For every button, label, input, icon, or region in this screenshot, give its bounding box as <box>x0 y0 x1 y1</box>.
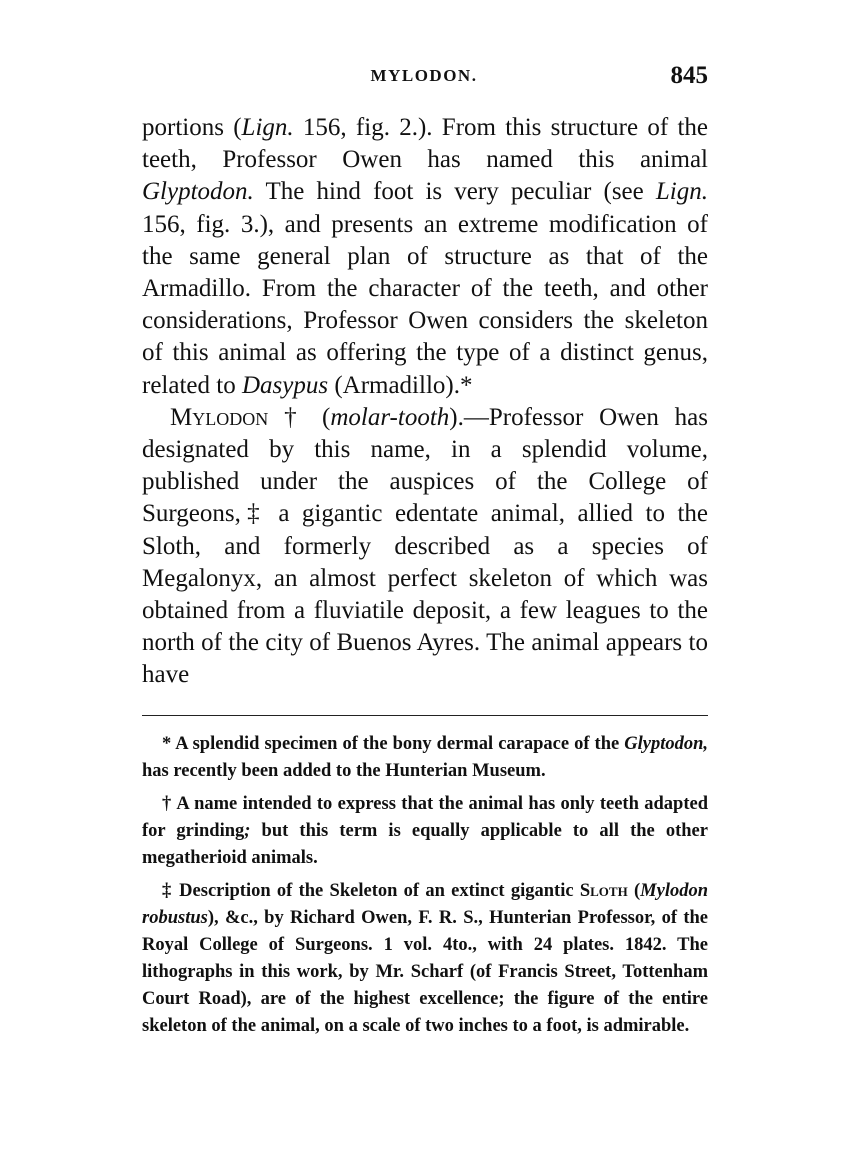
italic-genus-name: Dasypus <box>241 371 329 399</box>
footnote-3 <box>142 878 708 1040</box>
italic-run: ; <box>244 821 251 841</box>
text-run: † ( <box>268 403 331 431</box>
italic-species-name: Mylodon robustus <box>142 881 708 928</box>
page-number: 845 <box>670 62 708 89</box>
footnote-1 <box>142 731 708 785</box>
italic-run: Lign. <box>655 178 708 206</box>
text-run: † A name intended to express that the animal has only teeth adapted for grinding <box>142 794 708 841</box>
footnotes <box>142 731 708 1046</box>
running-head <box>140 62 708 92</box>
text-run: ), &c., by Richard Owen, F. R. S., Hunterian Professor, of the Royal College of Surgeons. 1 vol. 4to., with 24 plates. 1842. The lithographs in this work, by Mr. Scharf (of Francis Street, Tottenham Court Road), are of the highest excellence; the figure of the entire skeleton of the animal, on a scale of two inches to a foot, is admirable. <box>142 908 708 1036</box>
small-caps-run: Sloth <box>579 881 628 901</box>
text-run: ‡ Description of the Skeleton of an extinct gigantic <box>162 881 580 901</box>
text-run: The hind foot is very peculiar (see <box>253 178 656 206</box>
italic-genus-name: Glyptodon. <box>142 178 254 206</box>
text-run: portions ( <box>142 114 242 141</box>
text-run: 156, fig. 3.), and presents an extreme modification of the same general plan of structure as that of the Armadillo. From the character of the teeth, and other considerations, Professor Owen considers the skeleton of this animal as offering the type of a distinct genus, related to <box>142 210 708 399</box>
text-run: (Armadillo).* <box>328 371 473 399</box>
text-run: but this term is equally applicable to all the other megatherioid animals. <box>142 821 708 868</box>
italic-run: Lign. <box>241 114 294 141</box>
section-heading-mylodon: Mylodon <box>170 403 269 431</box>
footnote-rule <box>142 715 708 716</box>
text-run: 156, fig. 2.). From this structure of the teeth, Professor Owen has named this animal <box>142 114 708 174</box>
text-run: * A splendid specimen of the bony dermal carapace of the <box>162 734 625 754</box>
text-run: ( <box>627 881 641 901</box>
italic-run: molar-tooth <box>330 403 450 431</box>
body-text <box>142 112 708 692</box>
running-title: MYLODON. <box>370 66 478 85</box>
text-run: ).—Professor Owen has designated by this name, in a splendid volume, published under the auspices of the College of Surgeons,‡ a gigantic edentate animal, allied to the Sloth, and formerly described as a species of Megalonyx, an almost perfect skeleton of which was obtained from a fluviatile deposit, a few leagues to the north of the city of Buenos Ayres. The animal appears to have <box>142 403 708 689</box>
paragraph-mylodon <box>142 402 708 692</box>
footnote-2 <box>142 791 708 872</box>
text-run: has recently been added to the Hunterian Museum. <box>142 761 546 781</box>
paragraph-glyptodon <box>142 112 708 402</box>
italic-genus-name: Glyptodon, <box>624 734 708 754</box>
